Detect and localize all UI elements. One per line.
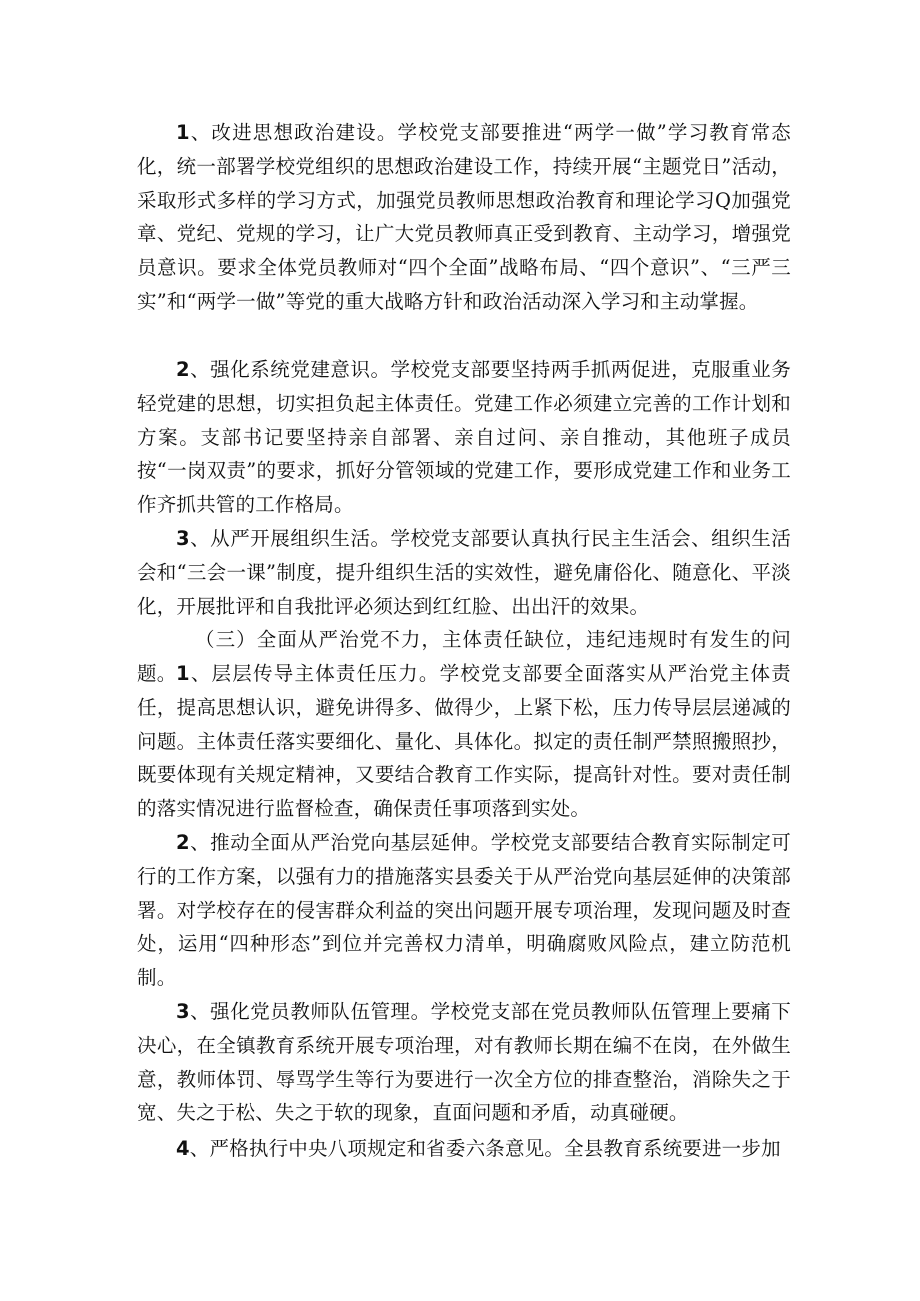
section-heading-text: （三）全面从严治党不力，主体责任缺位，违纪违规时有发生的问题。 — [137, 628, 791, 685]
paragraph-text: 、推动全面从严治党向基层延伸。学校党支部要结合教育实际制定可行的工作方案，以强有力的措施落实县委关于从严治党向基层延伸的决策部署。对学校存在的侵害群众利益的突出问题开展专项治理，发现问题及时查处，运用“四种形态”到位并完善权力清单，明确腐败风险点，建立防范机制。 — [137, 831, 791, 990]
paragraph-teacher-management — [137, 995, 791, 1130]
paragraph-text: 、强化系统党建意识。学校党支部要坚持两手抓两促进，克服重业务轻党建的思想，切实担负起主体责任。党建工作必须建立完善的工作计划和方案。支部书记要坚持亲自部署、亲自过问、亲自推动，其他班子成员按“一岗双责”的要求，抓好分管领域的党建工作，要形成党建工作和业务工作齐抓共管的工作格局。 — [137, 358, 791, 517]
item-number: 1 — [176, 121, 190, 144]
item-number: 4 — [176, 1137, 190, 1160]
item-number: 3 — [176, 527, 190, 550]
paragraph-text: 、从严开展组织生活。学校党支部要认真执行民主生活会、组织生活会和“三会一课”制度，提升组织生活的实效性，避免庸俗化、随意化、平淡化，开展批评和自我批评必须达到红红脸、出出汗的效果。 — [137, 527, 791, 618]
item-number: 2 — [176, 831, 190, 854]
paragraph-text: 、强化党员教师队伍管理。学校党支部在党员教师队伍管理上要痛下决心，在全镇教育系统开展专项治理，对有教师长期在编不在岗，在外做生意，教师体罚、辱骂学生等行为要进行一次全方位的排查整治，消除失之于宽、失之于松、失之于软的现象，直面问题和矛盾，动真碰硬。 — [137, 1000, 791, 1125]
paragraph-ideological-building — [137, 116, 791, 319]
paragraph-text: 、严格执行中央八项规定和省委六条意见。全县教育系统要进一步加 — [189, 1137, 781, 1160]
paragraph-responsibility-pressure — [137, 657, 791, 826]
paragraph-text: 、层层传导主体责任压力。学校党支部要全面落实从严治党主体责任，提高思想认识，避免讲得多、做得少，上紧下松，压力传导层层递减的问题。主体责任落实要细化、量化、具体化。拟定的责任制严禁照搬照抄，既要体现有关规定精神，又要结合教育工作实际，提高针对性。要对责任制的落实情况进行监督检查，确保责任事项落到实处。 — [137, 662, 791, 821]
paragraph-text: 、改进思想政治建设。学校党支部要推进“两学一做”学习教育常态化，统一部署学校党组织的思想政治建设工作，持续开展“主题党日”活动，采取形式多样的学习方式，加强党员教师思想政治教育和理论学习Q加强党章、党纪、党规的学习，让广大党员教师真正受到教育、主动学习，增强党员意识。要求全体党员教师对“四个全面”战略布局、“四个意识”、“三严三实”和“两学一做”等党的重大战略方针和政治活动深入学习和主动掌握。 — [137, 121, 791, 313]
paragraph-organizational-life — [137, 522, 791, 623]
item-number: 1 — [176, 662, 190, 685]
paragraph-party-building-awareness — [137, 353, 791, 522]
paragraph-eight-regulations — [137, 1132, 791, 1166]
item-number: 2 — [176, 358, 190, 381]
paragraph-extend-to-grassroots — [137, 826, 791, 995]
item-number: 3 — [176, 1000, 190, 1023]
